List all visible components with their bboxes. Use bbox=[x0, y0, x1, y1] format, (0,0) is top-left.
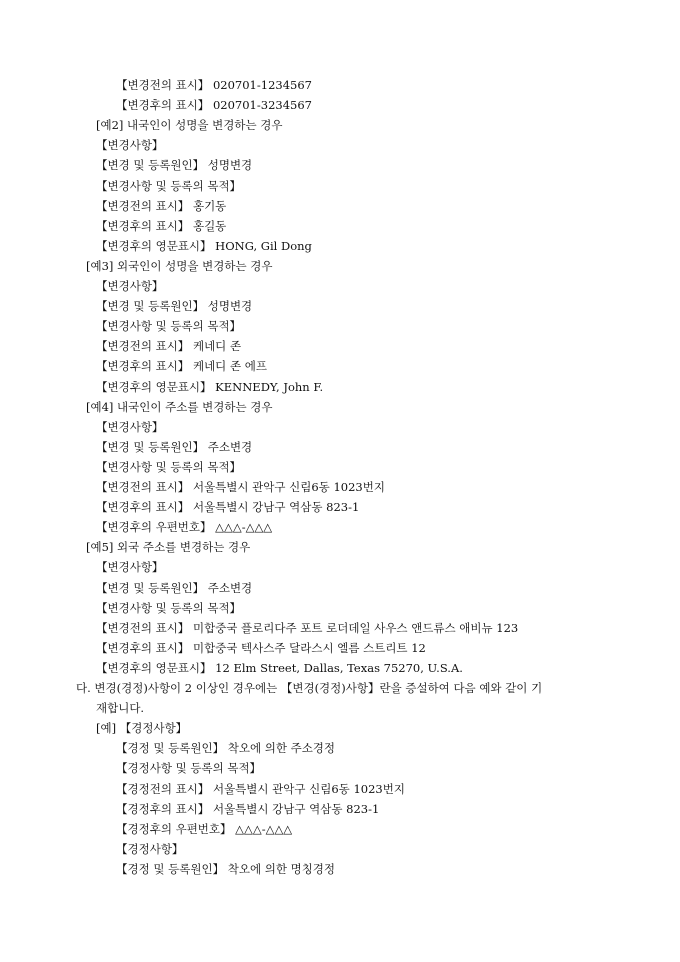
document-line: 【변경후의 영문표시】 HONG, Gil Dong bbox=[96, 239, 312, 253]
document-line: 【변경후의 표시】 홍길동 bbox=[96, 219, 227, 233]
document-line: 【변경 및 등록원인】 주소변경 bbox=[96, 440, 253, 454]
document-line: 【변경사항】 bbox=[96, 279, 164, 293]
document-line: 다. 변경(경정)사항이 2 이상인 경우에는 【변경(경정)사항】란을 증설하여 다음 예와 같이 기 bbox=[76, 681, 543, 695]
document-line: 【변경후의 표시】 020701-3234567 bbox=[116, 98, 312, 112]
document-line: 【변경후의 우편번호】 △△△-△△△ bbox=[96, 520, 273, 534]
document-line: 【변경후의 영문표시】 12 Elm Street, Dallas, Texas 75270, U.S.A. bbox=[96, 661, 463, 675]
document-line: 재합니다. bbox=[96, 701, 145, 715]
document-line: 【변경사항 및 등록의 목적】 bbox=[96, 460, 242, 474]
document-line: 【변경사항】 bbox=[96, 560, 164, 574]
document-line: 【경정후의 우편번호】 △△△-△△△ bbox=[116, 822, 293, 836]
document-line: 【변경사항 및 등록의 목적】 bbox=[96, 179, 242, 193]
document-line: [예2] 내국인이 성명을 변경하는 경우 bbox=[96, 118, 283, 132]
document-line: 【경정전의 표시】 서울특별시 관악구 신림6동 1023번지 bbox=[116, 782, 405, 796]
document-line: 【변경 및 등록원인】 성명변경 bbox=[96, 299, 253, 313]
document-line: 【변경사항】 bbox=[96, 138, 164, 152]
document-line: 【변경전의 표시】 서울특별시 관악구 신림6동 1023번지 bbox=[96, 480, 385, 494]
document-line: 【변경사항 및 등록의 목적】 bbox=[96, 601, 242, 615]
document-line: 【변경후의 표시】 미합중국 텍사스주 달라스시 엘름 스트리트 12 bbox=[96, 641, 426, 655]
document-line: 【변경사항】 bbox=[96, 420, 164, 434]
document-line: 【변경전의 표시】 케네디 존 bbox=[96, 339, 242, 353]
document-line: 【변경전의 표시】 미합중국 플로리다주 포트 로더데일 사우스 앤드류스 애비뉴 123 bbox=[96, 621, 519, 635]
document-line: 【변경 및 등록원인】 주소변경 bbox=[96, 581, 253, 595]
document-line: 【경정 및 등록원인】 착오에 의한 명칭경정 bbox=[116, 862, 336, 876]
document-line: 【변경전의 표시】 020701-1234567 bbox=[116, 78, 312, 92]
document-line: 【변경사항 및 등록의 목적】 bbox=[96, 319, 242, 333]
document-line: 【경정사항 및 등록의 목적】 bbox=[116, 761, 262, 775]
document-line: [예5] 외국 주소를 변경하는 경우 bbox=[86, 540, 251, 554]
document-line: 【변경후의 영문표시】 KENNEDY, John F. bbox=[96, 380, 324, 394]
document-line: 【변경후의 표시】 서울특별시 강남구 역삼동 823-1 bbox=[96, 500, 360, 514]
document-line: [예3] 외국인이 성명을 변경하는 경우 bbox=[86, 259, 273, 273]
document-line: 【경정사항】 bbox=[116, 842, 184, 856]
document-line: 【경정 및 등록원인】 착오에 의한 주소경정 bbox=[116, 741, 336, 755]
document-line: [예] 【경정사항】 bbox=[96, 721, 188, 735]
document-line: [예4] 내국인이 주소를 변경하는 경우 bbox=[86, 400, 273, 414]
document-line: 【변경전의 표시】 홍기동 bbox=[96, 199, 227, 213]
document-line: 【경정후의 표시】 서울특별시 강남구 역삼동 823-1 bbox=[116, 802, 380, 816]
document-line: 【변경 및 등록원인】 성명변경 bbox=[96, 158, 253, 172]
document-line: 【변경후의 표시】 케네디 존 에프 bbox=[96, 359, 267, 373]
